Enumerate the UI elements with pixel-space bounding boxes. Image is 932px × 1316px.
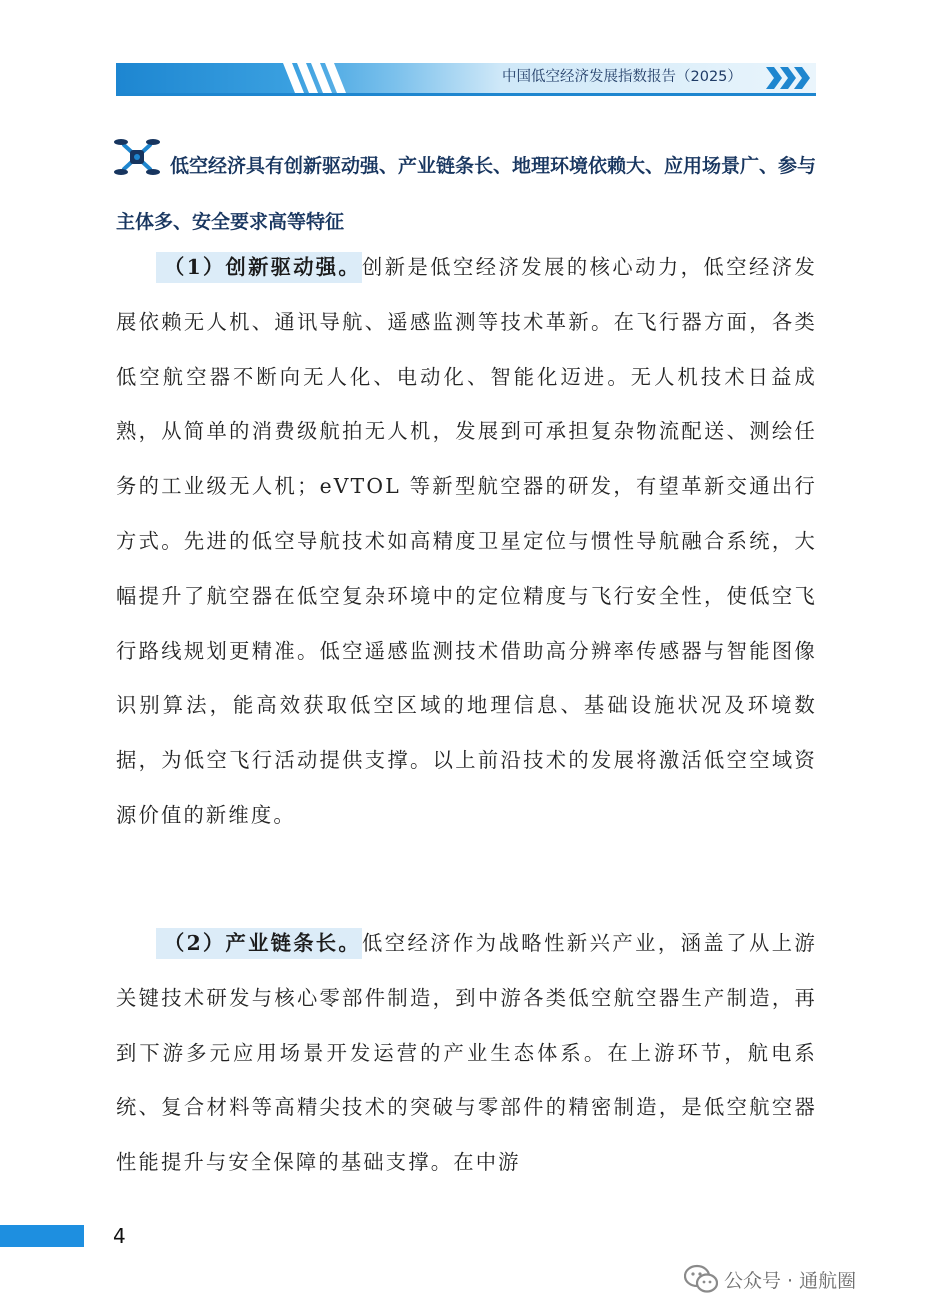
paragraph-text: 创新是低空经济发展的核心动力，低空经济发展依赖无人机、通讯导航、遥感监测等技术革新。在飞行器方面，各类低空航空器不断向无人化、电动化、智能化迈进。无人机技术日益成熟，从简单的消费级航拍无人机，发展到可承担复杂物流配送、测绘任务的工业级无人机；eVTOL 等新型航空器的研发，有望革新交通出行方式。先进的低空导航技术如高精度卫星定位与惯性导航融合系统，大幅提升了航空器在低空复杂环境中的定位精度与飞行安全性，使低空飞行路线规划更精准。低空遥感监测技术借助高分辨率传感器与智能图像识别算法，能高效获取低空区域的地理信息、基础设施状况及环境数据，为低空飞行活动提供支撑。以上前沿技术的发展将激活低空空域资源价值的新维度。: [116, 255, 817, 827]
report-title: 中国低空经济发展指数报告（2025）: [502, 69, 742, 85]
paragraph-lead: （1）创新驱动强。: [156, 252, 362, 283]
watermark: [684, 1262, 856, 1296]
footer-bar: [0, 1225, 84, 1247]
paragraph-lead: （2）产业链条长。: [156, 928, 362, 959]
chevrons-icon: [766, 67, 814, 89]
paragraph-innovation: [116, 240, 817, 843]
paragraph-text: 低空经济作为战略性新兴产业，涵盖了从上游关键技术研发与核心零部件制造，到中游各类低空航空器生产制造，再到下游多元应用场景开发运营的产业生态体系。在上游环节，航电系统、复合材料等高精尖技术的突破与零部件的精密制造，是低空航空器性能提升与安全保障的基础支撑。在中游: [116, 931, 817, 1175]
watermark-text: 公众号 · 通航圈: [724, 1269, 857, 1292]
page-number: 4: [113, 1224, 126, 1248]
section-heading: 低空经济具有创新驱动强、产业链条长、地理环境依赖大、应用场景广、参与主体多、安全要求高等特征: [116, 155, 817, 233]
header-rule: [116, 93, 816, 96]
header-stripes-decoration: [283, 63, 355, 93]
wechat-icon: [684, 1264, 718, 1294]
paragraph-industry-chain: [116, 916, 817, 1190]
